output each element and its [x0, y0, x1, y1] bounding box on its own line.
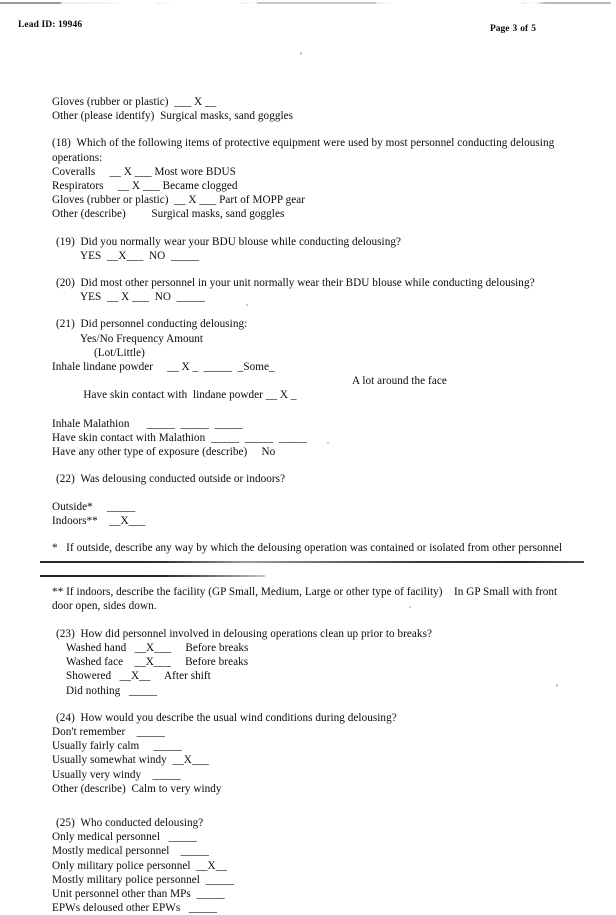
question-23-row: Washed hand __X___ Before breaks: [66, 641, 249, 654]
question-22-outside-option: Outside* _____: [52, 500, 136, 513]
question-25-row: Only military police personnel __X__: [52, 859, 227, 872]
question-24-row: Usually very windy _____: [52, 768, 181, 781]
question-25-text: (25) Who conducted delousing?: [56, 816, 204, 829]
spacer: [52, 304, 597, 317]
question-25-row: Unit personnel other than MPs _____: [52, 887, 225, 900]
question-19: [52, 235, 597, 263]
question-25-row: Only medical personnel _____: [52, 831, 197, 844]
spacer: [52, 123, 597, 136]
spacer: [52, 796, 597, 816]
footnote-single-star-text: * If outside, describe any way by which the delousing operation was contained or isolated from other personnel: [52, 542, 563, 555]
carryover-gloves-line: Gloves (rubber or plastic) ___ X __: [52, 96, 217, 108]
question-19-text: (19) Did you normally wear your BDU blouse while conducting delousing?: [56, 235, 402, 248]
scan-speck: [300, 52, 302, 55]
question-24-row: Other (describe) Calm to very windy: [52, 782, 222, 795]
footnote-rule-short: [40, 575, 265, 577]
question-18-continuation: operations:: [52, 151, 103, 164]
question-18-row: Respirators __ X ___ Became clogged: [52, 180, 238, 193]
question-25: [52, 816, 597, 915]
page-of-word: of: [520, 24, 529, 34]
spacer: [52, 528, 597, 541]
question-18-row: Coveralls __ X ___ Most wore BDUS: [52, 165, 236, 178]
spacer: [52, 459, 597, 472]
question-25-row: Mostly medical personnel _____: [52, 845, 210, 858]
page-total: 5: [531, 24, 536, 34]
spacer: [52, 555, 597, 585]
question-23: [52, 627, 597, 698]
question-21-row: Inhale Malathion _____ _____ _____: [52, 417, 243, 430]
question-19-answer: YES __X___ NO _____: [80, 249, 200, 262]
spacer: [52, 222, 597, 235]
question-24-row: Usually fairly calm _____: [52, 740, 182, 753]
question-24-row: Don't remember _____: [52, 725, 165, 738]
scan-artifact-streak: [0, 2, 611, 4]
question-24-text: (24) How would you describe the usual wind conditions during delousing?: [56, 711, 397, 724]
spacer: [52, 614, 597, 627]
question-21-text: (21) Did personnel conducting delousing:: [56, 318, 248, 331]
question-21-row: Have skin contact with Malathion _____ _____ _____: [52, 432, 307, 445]
question-18-row: Other (describe) Surgical masks, sand goggles: [52, 208, 285, 221]
question-23-row: Showered __X__ After shift: [66, 670, 211, 683]
question-22-indoors-option: Indoors** __X___: [52, 514, 146, 527]
question-21-row: Have any other type of exposure (describe) No: [52, 446, 276, 459]
question-18: [52, 136, 597, 221]
page-word: Page: [490, 24, 510, 34]
question-24-row: Usually somewhat windy __X___: [52, 754, 209, 767]
spacer: [52, 698, 597, 711]
question-23-row: Did nothing _____: [66, 684, 158, 697]
question-22-text: (22) Was delousing conducted outside or indoors?: [56, 473, 286, 486]
spacer: [52, 263, 597, 276]
carryover-other-line: Other (please identify) Surgical masks, sand goggles: [52, 110, 294, 123]
carryover-block: [52, 95, 597, 123]
page-number-indicator: [490, 24, 539, 34]
question-21-skin-contact-note: A lot around the face: [352, 375, 447, 388]
footnote-double-star-text: ** If indoors, describe the facility (GP Small, Medium, Large or other type of facility) In GP Small with front: [52, 586, 558, 599]
question-18-row: Gloves (rubber or plastic) __ X ___ Part of MOPP gear: [52, 194, 306, 207]
question-18-text: (18) Which of the following items of protective equipment were used by most personnel conducting delousing: [52, 137, 555, 150]
question-23-text: (23) How did personnel involved in delousing operations clean up prior to breaks?: [56, 627, 432, 640]
question-25-row: EPWs deloused other EPWs _____: [52, 902, 218, 915]
footnote-rule-long: [40, 561, 584, 563]
question-20-answer: YES __ X ___ NO _____: [80, 291, 205, 304]
page-current: 3: [512, 24, 518, 34]
question-25-row: Mostly military police personnel _____: [52, 873, 234, 886]
question-20: [52, 276, 597, 304]
question-20-text: (20) Did most other personnel in your unit normally wear their BDU blouse while conducting delousing?: [56, 277, 535, 290]
question-21: [52, 317, 597, 459]
question-21-row-skin-contact-text: Have skin contact with lindane powder __ X _: [74, 389, 297, 402]
footnote-single-star-block: [52, 541, 597, 555]
lead-id-label: Lead ID: 19946: [18, 20, 83, 30]
question-23-row: Washed face __X___ Before breaks: [66, 656, 249, 669]
footnote-double-star-continuation: door open, sides down.: [52, 600, 157, 613]
question-22: [52, 472, 597, 528]
questionnaire-body: [52, 95, 597, 915]
spacer: [52, 487, 597, 500]
question-21-row-skin-contact: [52, 374, 597, 417]
footnote-double-star-block: [52, 585, 597, 613]
question-21-column-header: Yes/No Frequency Amount: [80, 332, 204, 345]
question-24: [52, 711, 597, 796]
question-21-row: Inhale lindane powder __ X _ _____ _Some_: [52, 361, 275, 374]
question-21-column-subheader: (Lot/Little): [94, 346, 145, 359]
